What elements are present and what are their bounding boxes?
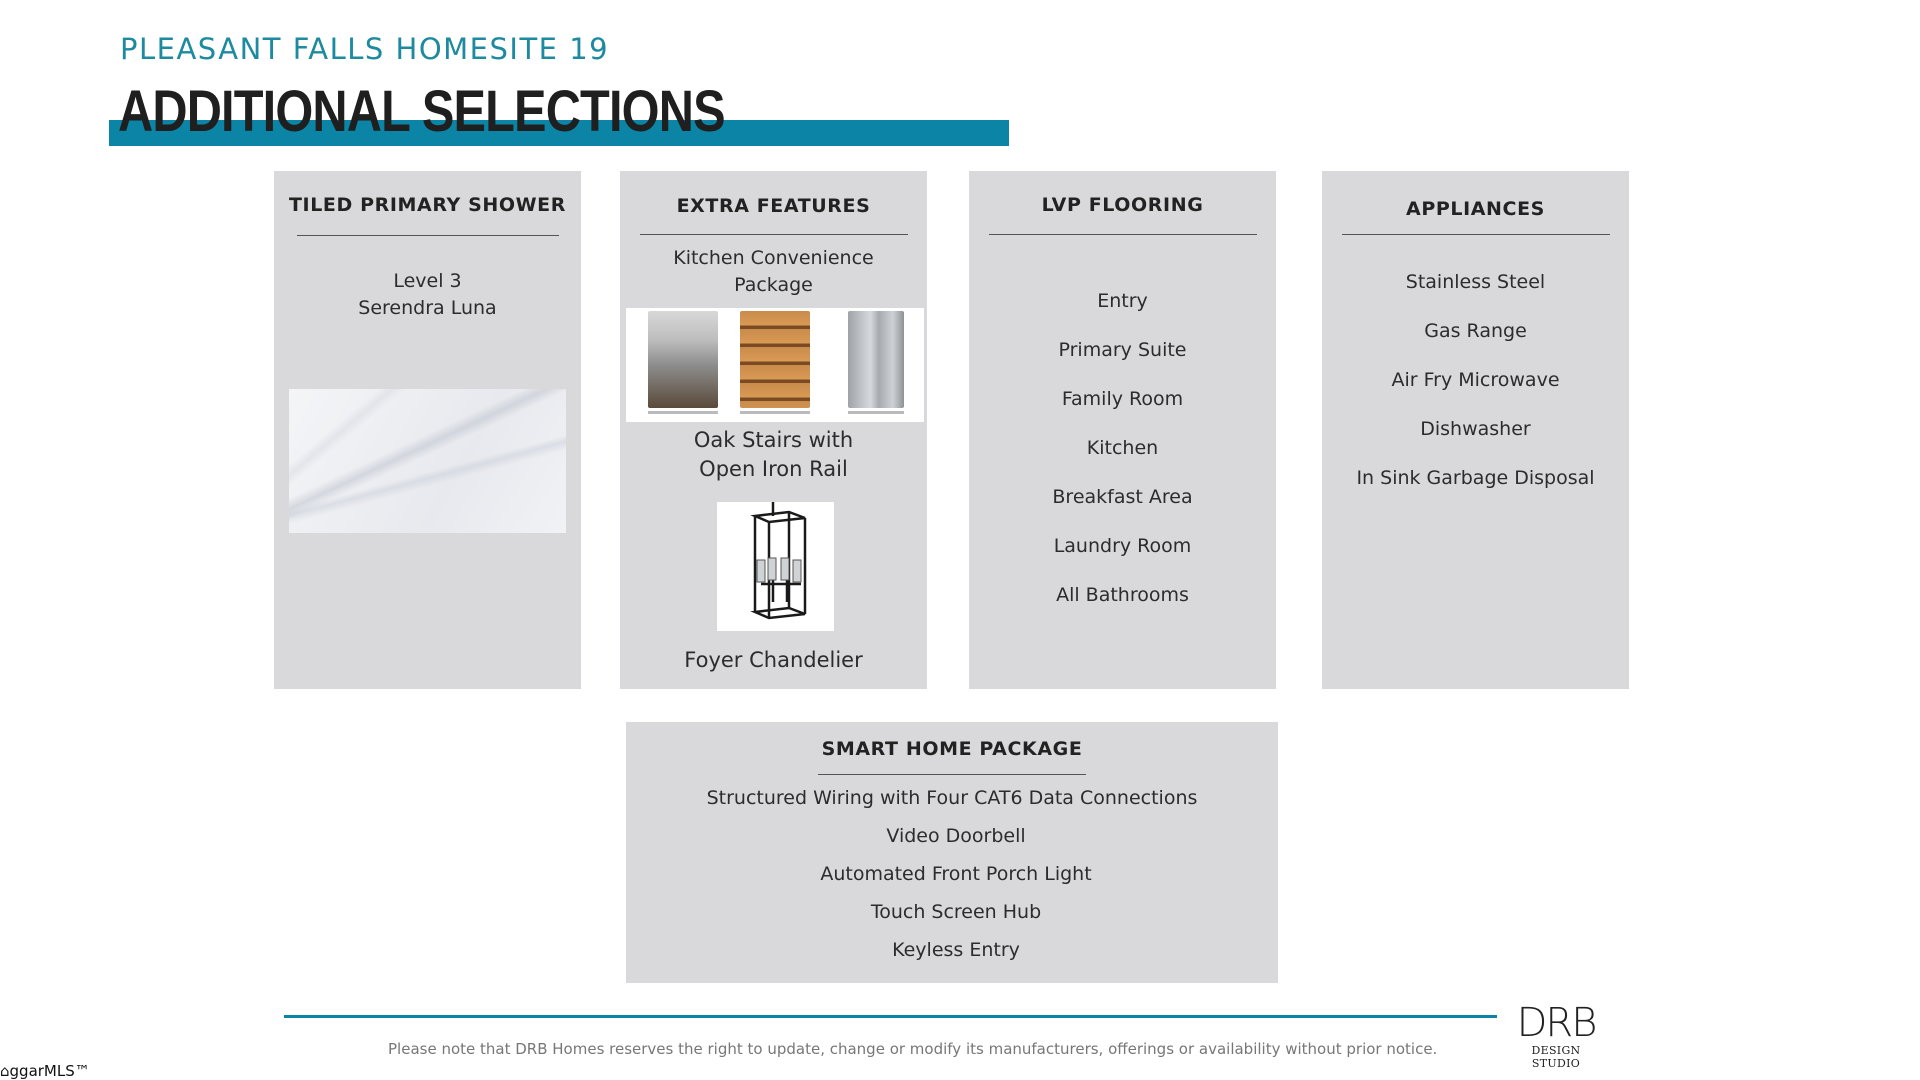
lvp-room: Entry [1097,290,1148,312]
roll-out-trays-photo [740,311,810,408]
logo-mark: DRB [1516,1000,1596,1046]
appliance-item: Air Fry Microwave [1391,369,1560,391]
foyer-chandelier-label: Foyer Chandelier [684,648,863,672]
smart-home-item: Keyless Entry [892,939,1020,961]
lvp-flooring-card [969,171,1276,689]
appliance-item: Gas Range [1424,320,1527,342]
house-icon: ⌂ [0,1062,10,1080]
smart-home-list [626,787,1278,977]
shower-card [274,171,581,689]
extra-features-card [620,171,927,689]
lvp-room-list [969,290,1276,633]
shower-tile-name: Serendra Luna [358,297,497,319]
card-divider [989,234,1257,235]
oak-stairs-line2: Open Iron Rail [699,457,848,481]
pull-out-trash-photo [648,311,718,408]
oak-stairs-line1: Oak Stairs with [693,428,854,452]
logo-subtitle: DESIGN STUDIO [1531,1044,1581,1070]
lvp-room: Kitchen [1086,437,1159,459]
disclaimer-note: Please note that DRB Homes reserves the right to update, change or modify its manufacturers, offerings or availability without prior notice. [388,1040,1438,1058]
shower-card-title: TILED PRIMARY SHOWER [288,194,566,216]
card-divider [297,235,559,236]
shower-level: Level 3 [393,270,462,292]
kitchen-package-line2: Package [734,274,813,296]
smart-home-item: Automated Front Porch Light [820,863,1092,885]
marble-tile-swatch [289,389,566,533]
appliance-item: In Sink Garbage Disposal [1356,467,1595,489]
lvp-room: Family Room [1061,388,1184,410]
chandelier-photo [717,502,834,631]
appliance-item: Stainless Steel [1405,271,1546,293]
lvp-room: Primary Suite [1058,339,1187,361]
lvp-room: Laundry Room [1053,535,1192,557]
appliance-item: Dishwasher [1420,418,1531,440]
smart-home-item: Video Doorbell [886,825,1026,847]
chandelier-icon [717,502,834,631]
smart-home-title: SMART HOME PACKAGE [821,738,1083,760]
card-divider [1342,234,1610,235]
mls-watermark [0,1062,90,1080]
page-title: ADDITIONAL SELECTIONS [118,79,725,144]
appliances-card [1322,171,1629,689]
appliances-title: APPLIANCES [1406,198,1545,220]
footer-divider [284,1015,1497,1018]
refrigerator-photo [848,311,904,408]
drb-design-studio-logo [1511,1000,1601,1070]
mls-text: ggarMLS™ [9,1062,90,1080]
photo-caption [740,411,810,414]
lvp-flooring-title: LVP FLOORING [1041,194,1204,216]
photo-caption [848,411,904,414]
smart-home-item: Touch Screen Hub [870,901,1042,923]
card-divider [818,774,1086,775]
kitchen-package-line1: Kitchen Convenience [673,247,874,269]
smart-home-item: Structured Wiring with Four CAT6 Data Connections [706,787,1198,809]
lvp-room: All Bathrooms [1056,584,1189,606]
appliance-list [1322,271,1629,516]
kitchen-package-photos [626,308,924,422]
extra-features-title: EXTRA FEATURES [676,195,871,217]
card-divider [640,234,908,235]
lvp-room: Breakfast Area [1052,486,1193,508]
photo-caption [648,411,718,414]
page-subtitle: PLEASANT FALLS HOMESITE 19 [120,32,610,66]
smart-home-card [626,722,1278,983]
